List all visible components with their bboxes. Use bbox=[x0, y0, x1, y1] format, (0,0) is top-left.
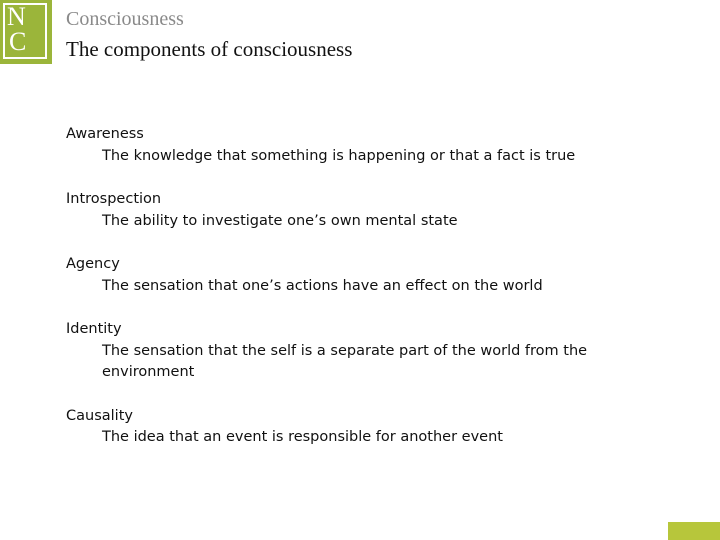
term-list bbox=[66, 124, 666, 471]
term-definition: The idea that an event is responsible for another event bbox=[102, 429, 503, 445]
term-item bbox=[66, 189, 666, 232]
term-definition: The ability to investigate one’s own mental state bbox=[102, 212, 458, 229]
term-definition: The knowledge that something is happening or that a fact is true bbox=[102, 147, 576, 164]
term-item bbox=[66, 124, 666, 167]
footer-accent-bar bbox=[668, 522, 720, 540]
term-definition: The sensation that the self is a separate part of the world from the environment bbox=[102, 342, 588, 380]
term-name: Introspection bbox=[66, 191, 162, 207]
term-item bbox=[66, 319, 666, 384]
term-definition: The sensation that one’s actions have an effect on the world bbox=[102, 277, 543, 294]
term-item bbox=[66, 254, 666, 297]
term-name: Causality bbox=[66, 407, 133, 424]
logo-letter-n: N bbox=[7, 2, 26, 31]
term-name: Agency bbox=[66, 256, 120, 272]
term-item bbox=[66, 406, 666, 449]
logo-letter-c: C bbox=[9, 27, 27, 56]
page-title: The components of consciousness bbox=[66, 37, 353, 61]
section-kicker: Consciousness bbox=[66, 8, 184, 30]
term-name: Awareness bbox=[66, 126, 144, 142]
nc-logo bbox=[0, 0, 52, 64]
term-name: Identity bbox=[66, 321, 122, 337]
